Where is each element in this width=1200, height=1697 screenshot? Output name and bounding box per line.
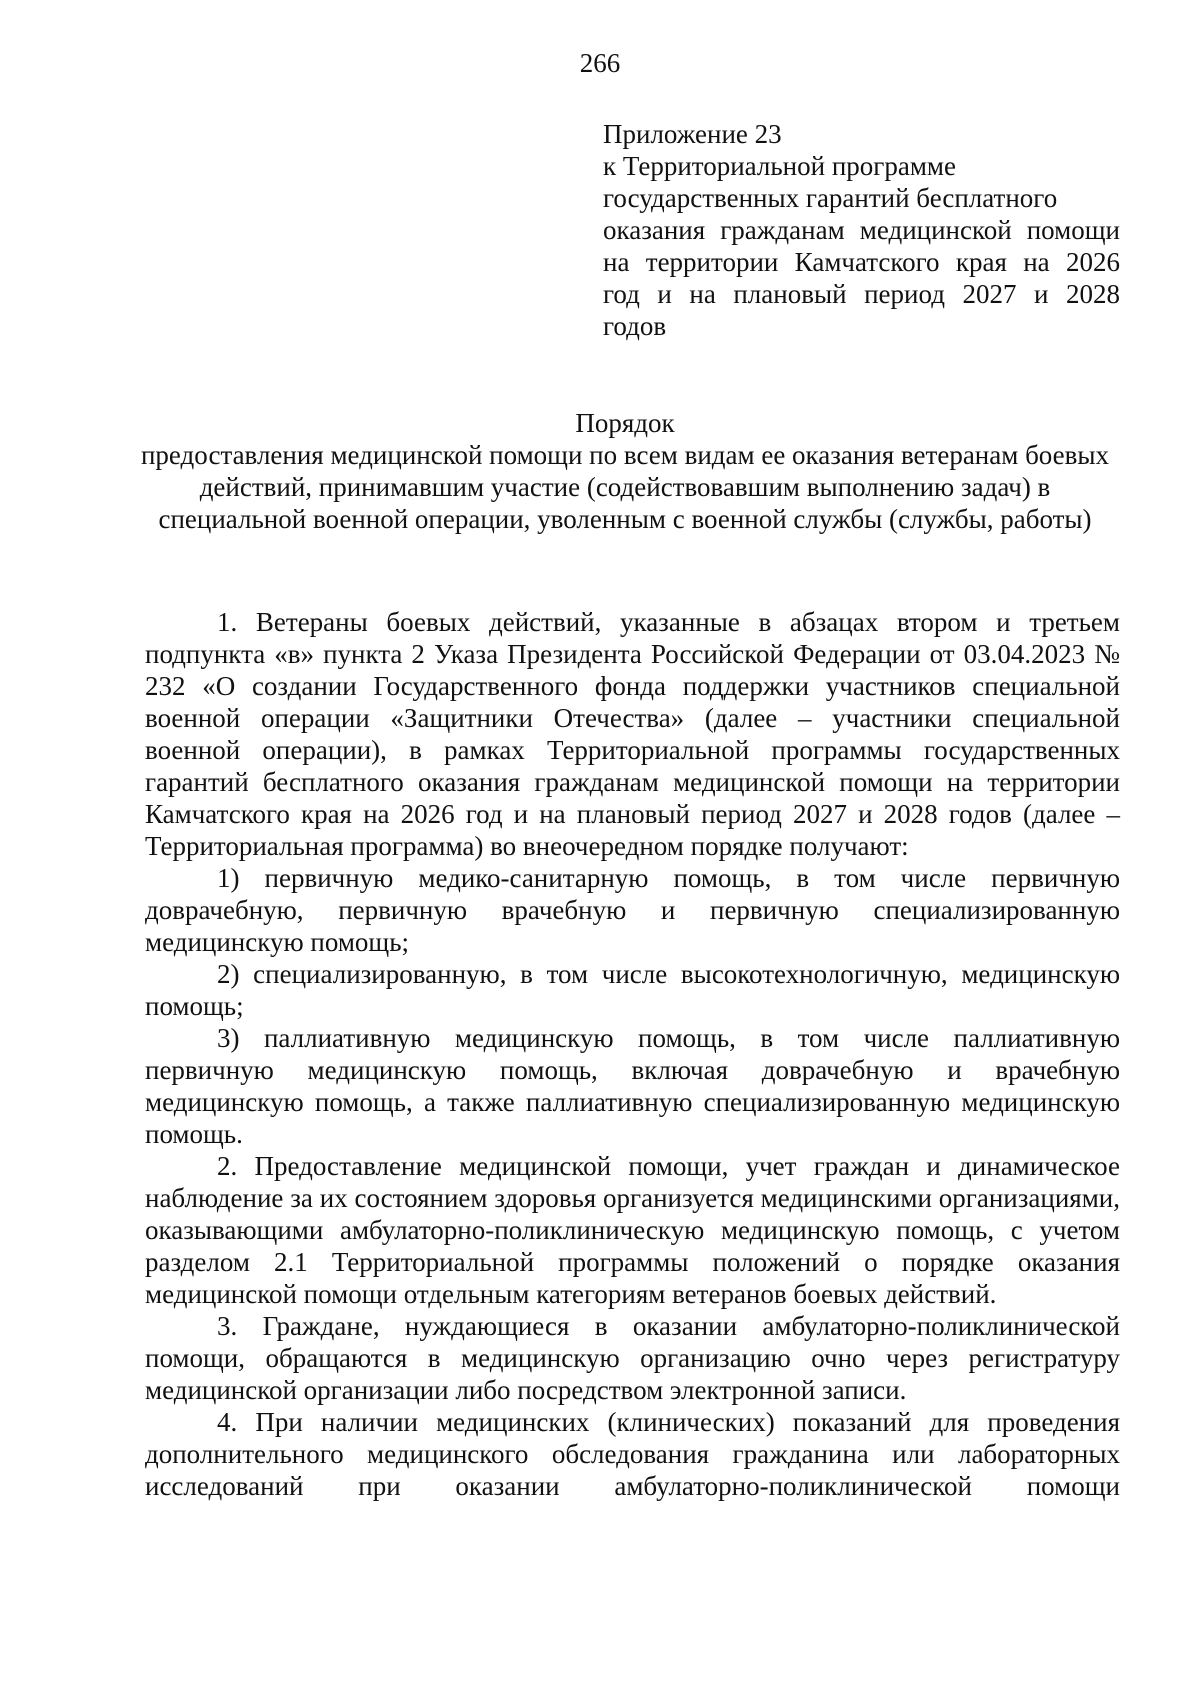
document-title (130, 407, 1120, 535)
paragraph: 2. Предоставление медицинской помощи, учет граждан и динамическое наблюдение за их состоянием здоровья организуется медицинскими организациями, оказывающими амбулаторно-поликлиническую медицинскую помощь, с учетом разделом 2.1 Территориальной программы положений о порядке оказания медицинской помощи отдельным категориям ветеранов боевых действий. (145, 1151, 1120, 1309)
paragraph: 1. Ветераны боевых действий, указанные в абзацах втором и третьем подпункта «в» пункта 2 Указа Президента Российской Федерации от 03.04.2023 № 232 «О создании Государственного фонда поддержки участников специальной военной операции «Защитники Отечества» (далее – участники специальной военной операции), в рамках Территориальной программы государственных гарантий бесплатного оказания гражданам медицинской помощи на территории Камчатского края на 2026 год и на плановый период 2027 и 2028 годов (далее – Территориальная программа) во внеочередном порядке получают: (145, 607, 1120, 861)
page-number: 266 (579, 48, 621, 78)
title-subtitle: предоставления медицинской помощи по всем видам ее оказания ветеранам боевых действий, принимавшим участие (содействовавшим выполнению задач) в специальной военной операции, уволенным с военной службы (службы, работы) (140, 440, 1110, 534)
appendix-line: на территории Камчатского края на 2026 (603, 247, 1120, 277)
appendix-line: годов (603, 311, 667, 341)
document-body (145, 606, 1120, 1502)
appendix-line: оказания гражданам медицинской помощи (603, 215, 1120, 245)
appendix-line: к Территориальной программе (603, 151, 956, 181)
paragraph: 4. При наличии медицинских (клинических) показаний для проведения дополнительного медицинского обследования гражданина или лабораторных исследований при оказании амбулаторно-поликлинической помощи (145, 1407, 1120, 1501)
appendix-line: Приложение 23 (603, 119, 782, 149)
appendix-line: государственных гарантий бесплатного (603, 183, 1058, 213)
title-heading: Порядок (575, 408, 675, 438)
paragraph: 3. Граждане, нуждающиеся в оказании амбулаторно-поликлинической помощи, обращаются в медицинскую организацию очно через регистратуру медицинской организации либо посредством электронной записи. (145, 1311, 1120, 1405)
appendix-header (603, 118, 1120, 342)
paragraph: 2) специализированную, в том числе высокотехнологичную, медицинскую помощь; (145, 959, 1120, 1021)
paragraph: 1) первичную медико-санитарную помощь, в том числе первичную доврачебную, первичную врачебную и первичную специализированную медицинскую помощь; (145, 863, 1120, 957)
appendix-line: год и на плановый период 2027 и 2028 (603, 279, 1120, 309)
paragraph: 3) паллиативную медицинскую помощь, в том числе паллиативную первичную медицинскую помощь, включая доврачебную и врачебную медицинскую помощь, а также паллиативную специализированную медицинскую помощь. (145, 1023, 1120, 1149)
